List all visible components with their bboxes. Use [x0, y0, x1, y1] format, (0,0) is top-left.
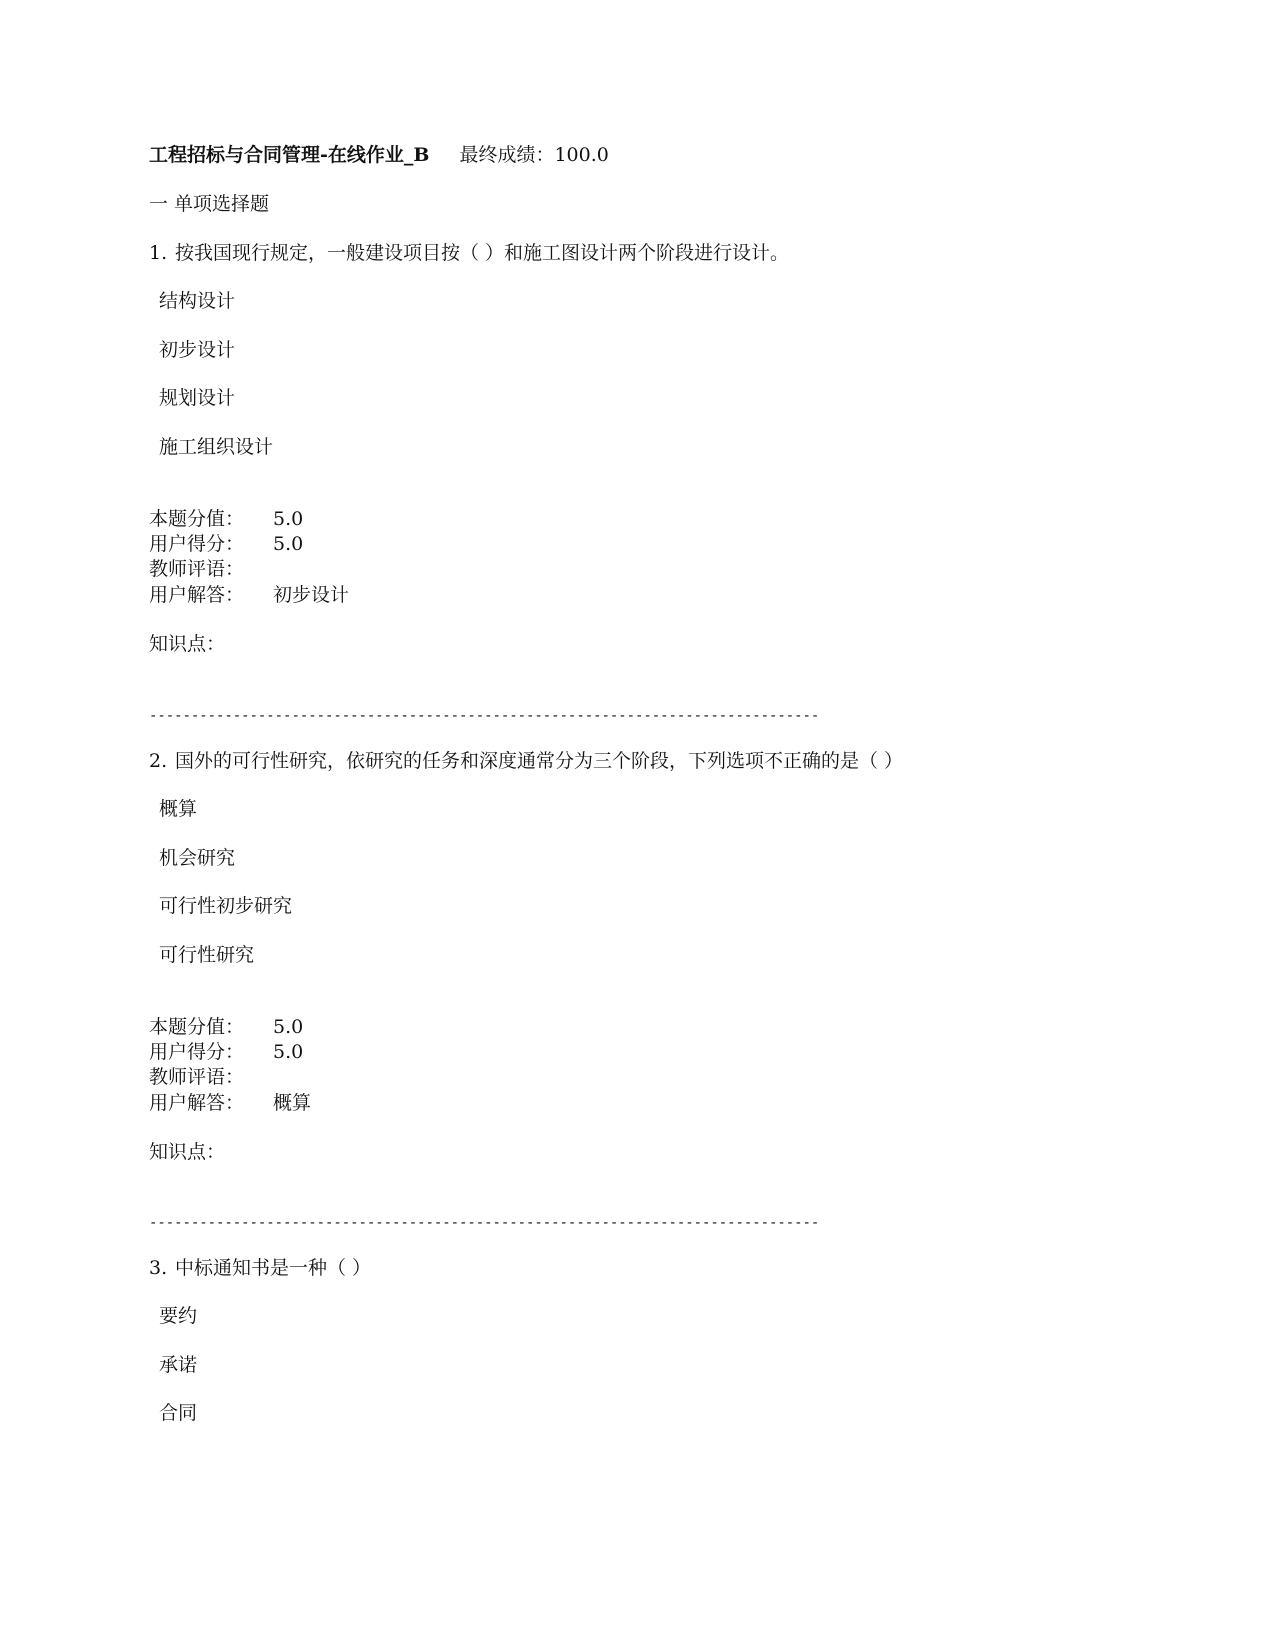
question-2-stem [149, 749, 903, 773]
question-2-user-answer-row [149, 1091, 311, 1115]
question-2-points-row [149, 1015, 303, 1039]
assignment-title: 工程招标与合同管理-在线作业_B [149, 144, 430, 166]
question-1-option[interactable]: 规划设计 [159, 387, 236, 409]
question-1-option[interactable]: 初步设计 [159, 339, 236, 361]
question-1-option[interactable]: 结构设计 [159, 290, 236, 312]
question-3-option[interactable]: 承诺 [159, 1354, 198, 1376]
question-text: 国外的可行性研究，依研究的任务和深度通常分为三个阶段，下列选项不正确的是（ ） [175, 750, 904, 772]
user-answer-value: 概算 [273, 1092, 312, 1114]
user-answer-label: 用户解答： [149, 1092, 245, 1114]
question-2-user-score-row [149, 1040, 303, 1064]
question-1-points-row [149, 507, 303, 531]
question-1-option[interactable]: 施工组织设计 [159, 436, 274, 458]
question-number: 3. [149, 1257, 168, 1279]
question-number: 2. [149, 750, 168, 772]
question-number: 1. [149, 242, 168, 264]
question-1-teacher-comment-row [149, 557, 273, 581]
question-2-knowledge-label: 知识点： [149, 1141, 226, 1163]
teacher-comment-label: 教师评语： [149, 1066, 245, 1088]
question-1-user-score-row [149, 532, 303, 556]
points-label: 本题分值： [149, 508, 245, 530]
question-divider: -------------------------------------------------------------------------------- [149, 708, 820, 724]
question-divider: -------------------------------------------------------------------------------- [149, 1215, 820, 1231]
page-header [149, 143, 609, 167]
points-label: 本题分值： [149, 1016, 245, 1038]
user-answer-label: 用户解答： [149, 584, 245, 606]
question-2-option[interactable]: 机会研究 [159, 847, 236, 869]
question-2-option[interactable]: 可行性初步研究 [159, 895, 293, 917]
section-title: 一 单项选择题 [149, 193, 270, 215]
final-score-value: 100.0 [554, 144, 609, 166]
question-text: 按我国现行规定，一般建设项目按（ ）和施工图设计两个阶段进行设计。 [175, 242, 790, 264]
question-3-option[interactable]: 合同 [159, 1402, 198, 1424]
question-1-stem [149, 241, 789, 265]
question-1-user-answer-row [149, 583, 349, 607]
question-3-stem [149, 1256, 371, 1280]
question-3-option[interactable]: 要约 [159, 1305, 198, 1327]
final-score-label: 最终成绩： [459, 144, 555, 166]
question-text: 中标通知书是一种（ ） [175, 1257, 372, 1279]
teacher-comment-label: 教师评语： [149, 558, 245, 580]
user-answer-value: 初步设计 [273, 584, 350, 606]
question-2-option[interactable]: 概算 [159, 798, 198, 820]
points-value: 5.0 [273, 508, 304, 530]
question-2-teacher-comment-row [149, 1065, 273, 1089]
points-value: 5.0 [273, 1016, 304, 1038]
question-2-option[interactable]: 可行性研究 [159, 944, 255, 966]
question-1-knowledge-label: 知识点： [149, 633, 226, 655]
user-score-value: 5.0 [273, 1041, 304, 1063]
user-score-label: 用户得分： [149, 1041, 245, 1063]
user-score-label: 用户得分： [149, 533, 245, 555]
user-score-value: 5.0 [273, 533, 304, 555]
